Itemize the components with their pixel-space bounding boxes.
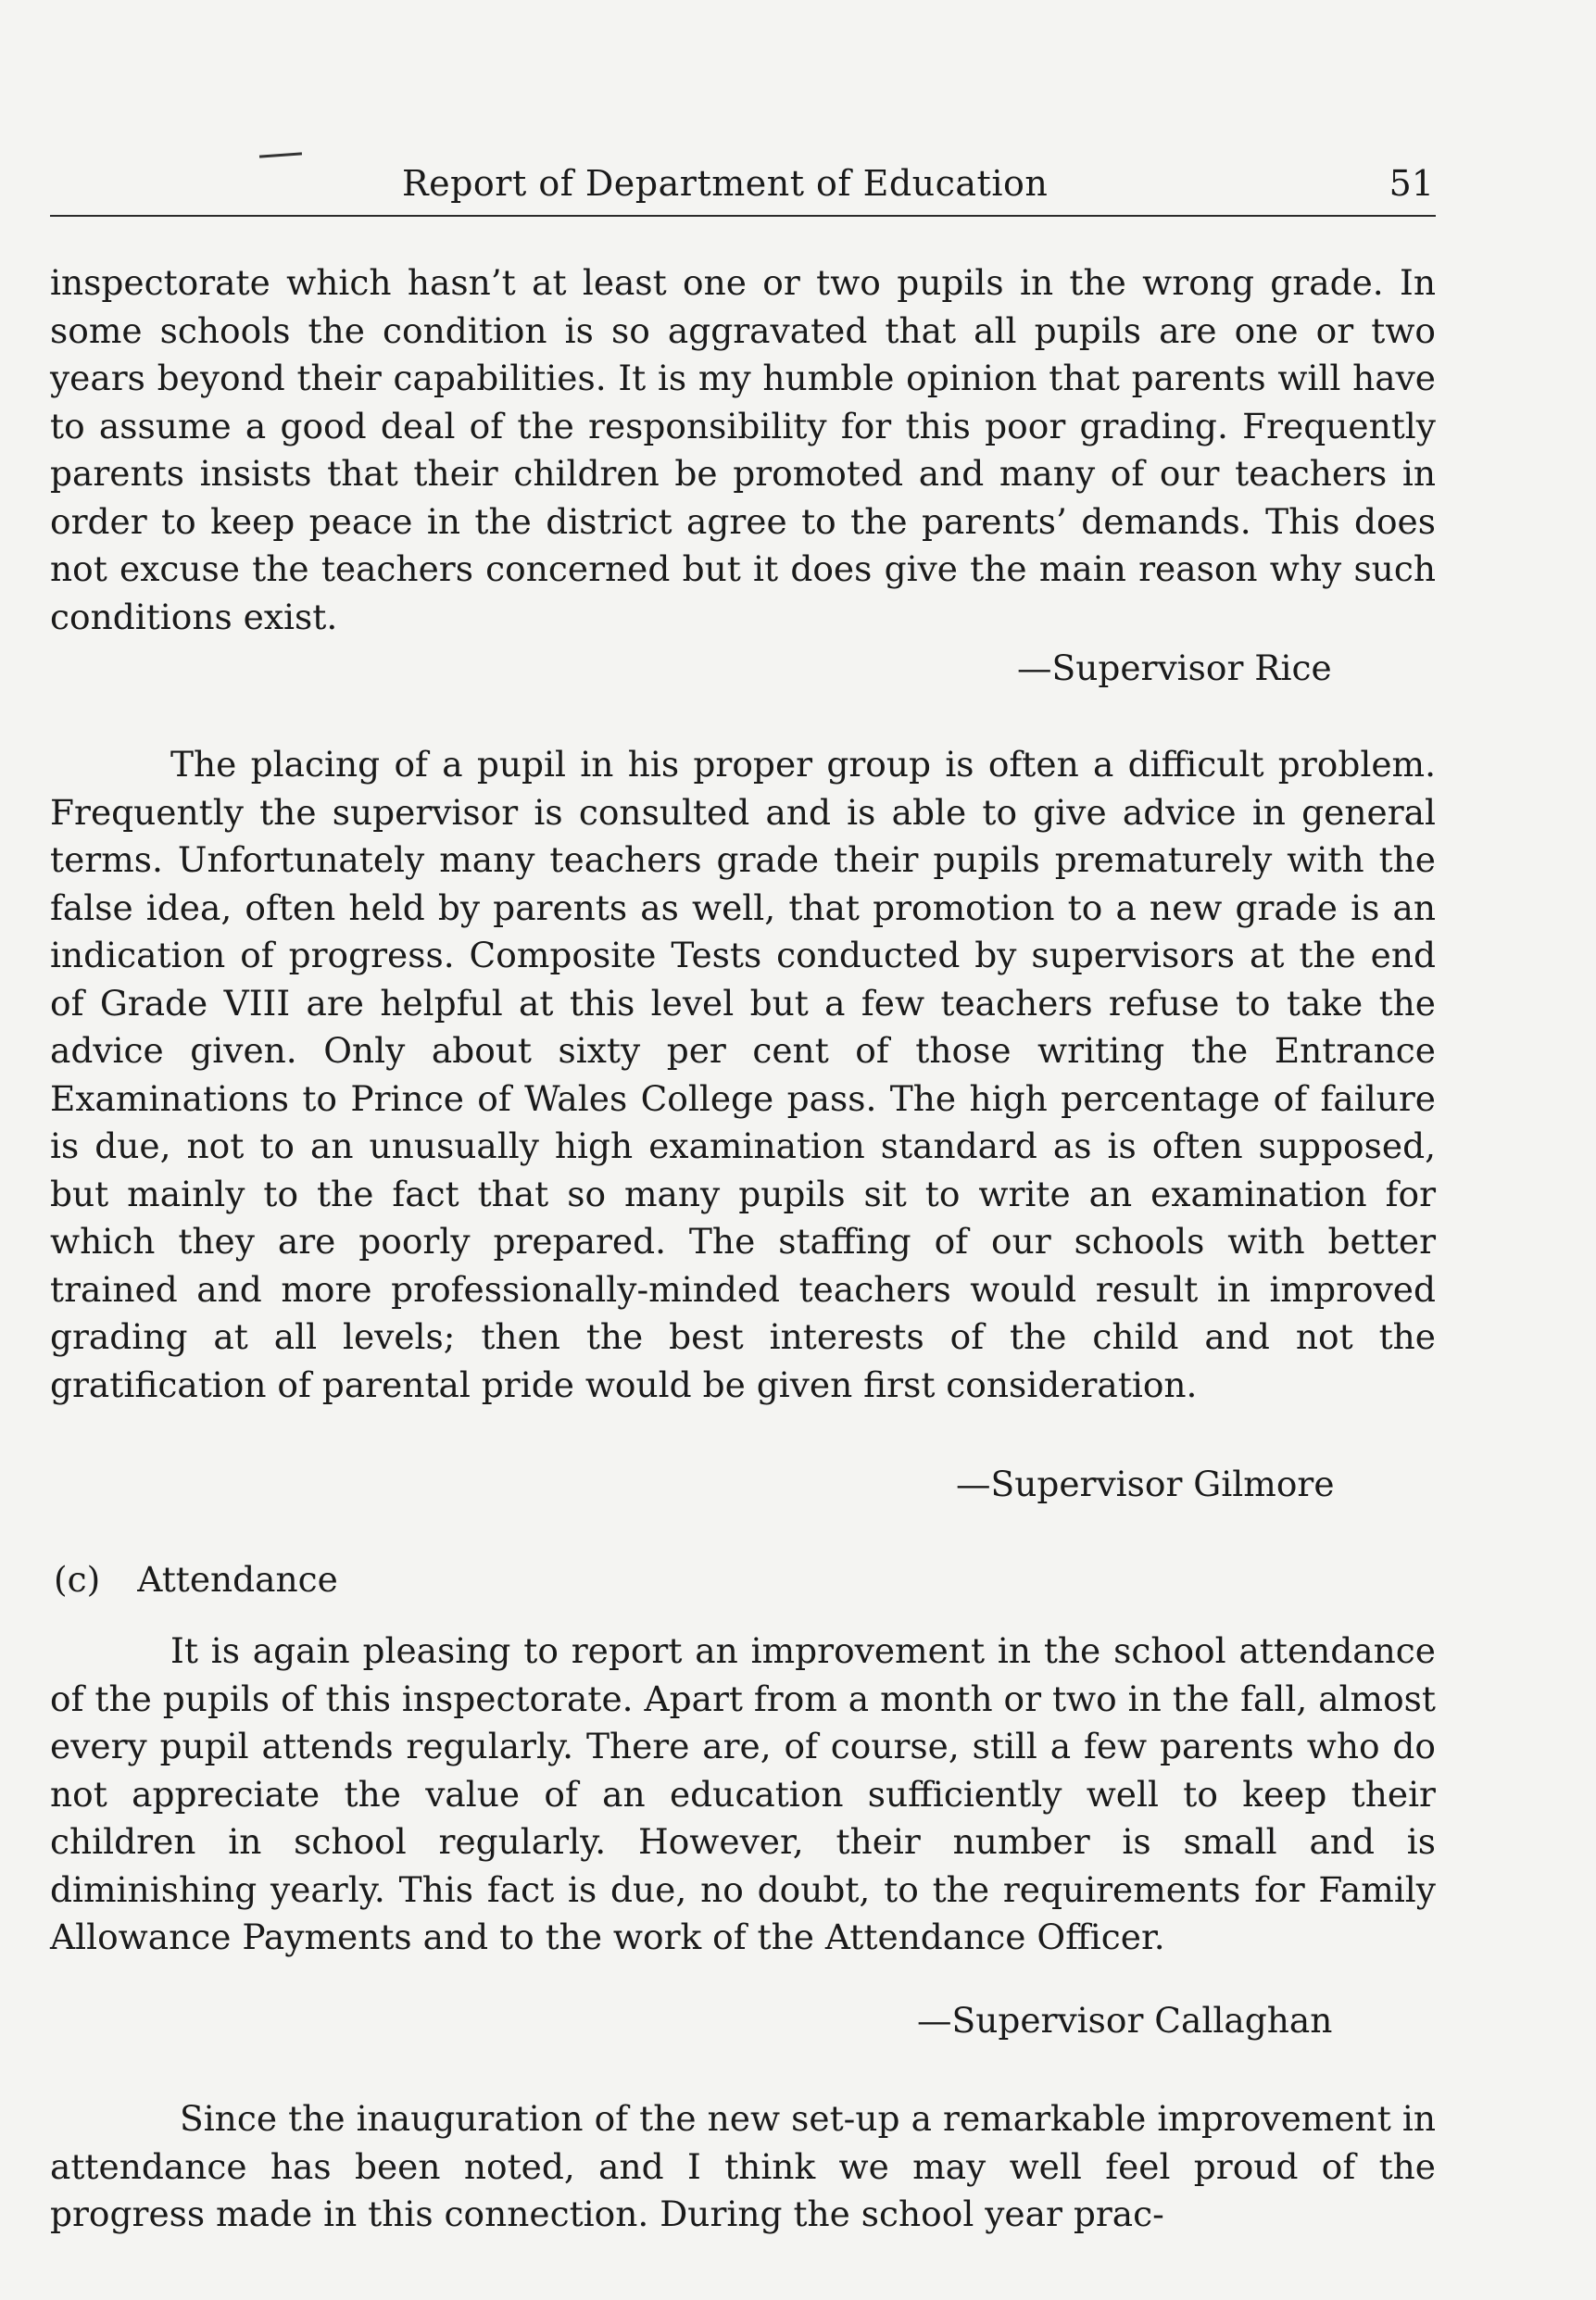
paragraph-inauguration: Since the inauguration of the new set-up a remarkable improvement in attendance has been noted, and I think we may well feel proud of the progress made in this connection. During the school year prac- — [50, 2098, 1436, 2234]
page-number: 51 — [1389, 163, 1434, 204]
section-marker: (c) — [54, 1559, 101, 1600]
paragraph-grading-continued: inspectorate which hasn’t at least one or two pupils in the wrong grade. In some schools the condition is so aggravated that all pupils are one or two years beyond their capabilities. It is my humble opinion that parents will have to assume a good deal of the responsibility for this poor grading. Frequently parents insists that their children be promoted and many of our teachers in order to keep peace in the district agree to the parents’ demands. This does not excuse the teachers concerned but it does give the main reason why such conditions exist. — [50, 262, 1436, 637]
signature-supervisor-callaghan: —Supervisor Callaghan — [917, 2000, 1333, 2041]
paragraph-placing-pupil: The placing of a pupil in his proper group is often a difficult problem. Frequently the supervisor is consulted and is able to give advice in general terms. Unfortunately many teachers grade their pupils prematurely with the false idea, often held by parents as well, that promotion to a new grade is an indication of progress. Composite Tests conducted by supervisors at the end of Grade VIII are helpful at this level but a few teachers refuse to take the advice given. Only about sixty per cent of those writing the Entrance Examinations to Prince of Wales College pass. The high percentage of failure is due, not to an unusually high examination standard as is often supposed, but mainly to the fact that so many pupils sit to write an examination for which they are poorly prepared. The staffing of our schools with better trained and more professionally-minded teachers would result in improved grading at all levels; then the best interests of the child and not the gratification of parental pride would be given first consideration. — [50, 744, 1436, 1405]
header-ornament — [259, 152, 302, 157]
running-header — [50, 163, 1434, 219]
signature-supervisor-rice: —Supervisor Rice — [1017, 647, 1332, 688]
signature-supervisor-gilmore: —Supervisor Gilmore — [956, 1464, 1335, 1504]
paragraph-attendance-improvement: It is again pleasing to report an improvement in the school attendance of the pupils of this inspectorate. Apart from a month or two in the fall, almost every pupil attends regularly. There are, of course, still a few parents who do not appreciate the value of an education sufficiently well to keep their children in school regularly. However, their number is small and is diminishing yearly. This fact is due, no doubt, to the requirements for Family Allowance Payments and to the work of the Attendance Officer. — [50, 1630, 1436, 1957]
header-title: Report of Department of Education — [402, 163, 1049, 204]
section-title: Attendance — [137, 1559, 338, 1600]
header-rule — [50, 215, 1436, 217]
section-heading-attendance — [54, 1556, 338, 1604]
